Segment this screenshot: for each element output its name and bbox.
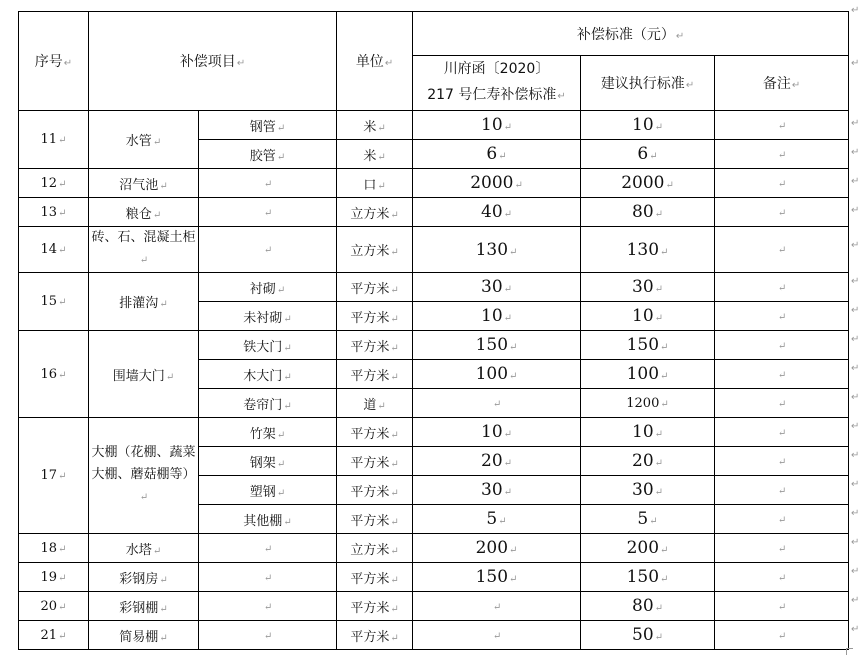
row-end-mark: ↵ (851, 147, 860, 158)
row-proposed: 150↵ (581, 563, 715, 592)
row-end-mark: ↵ (851, 363, 860, 374)
row-note: ↵ (715, 476, 849, 505)
row-proposed: 100↵ (581, 360, 715, 389)
row-proposed: 80↵ (581, 198, 715, 227)
row-end-mark: ↵ (851, 5, 860, 16)
header-row-1 (19, 12, 849, 56)
row-end-mark: ↵ (851, 566, 860, 577)
row-note: ↵ (715, 273, 849, 302)
row-unit: 平方米↵ (337, 418, 413, 447)
row-end-mark: ↵ (851, 595, 860, 606)
row-proposed: 10↵ (581, 302, 715, 331)
row-end-mark: ↵ (851, 276, 860, 287)
row-doc: 200↵ (413, 534, 581, 563)
row-unit: 平方米↵ (337, 505, 413, 534)
row-seq: 11↵ (19, 111, 89, 169)
row-note: ↵ (715, 140, 849, 169)
row-unit: 口↵ (337, 169, 413, 198)
row-sub: 未衬砌↵ (199, 302, 337, 331)
row-sub: 竹架↵ (199, 418, 337, 447)
row-note: ↵ (715, 169, 849, 198)
row-note: ↵ (715, 418, 849, 447)
row-sub: ↵ (199, 621, 337, 650)
row-doc: ↵ (413, 389, 581, 418)
row-seq: 14↵ (19, 227, 89, 273)
row-sub: 胶管↵ (199, 140, 337, 169)
row-note: ↵ (715, 592, 849, 621)
row-item: 排灌沟↵ (89, 273, 199, 331)
row-item: 简易棚↵ (89, 621, 199, 650)
row-unit: 米↵ (337, 111, 413, 140)
row-doc: 100↵ (413, 360, 581, 389)
row-unit: 道↵ (337, 389, 413, 418)
row-doc: 5↵ (413, 505, 581, 534)
row-sub: ↵ (199, 198, 337, 227)
header-doc-standard: 川府函〔2020〕 217 号仁寿补偿标准↵ (413, 56, 581, 111)
table-row (19, 198, 849, 227)
table-row (19, 227, 849, 273)
row-end-mark: ↵ (851, 421, 860, 432)
row-sub: ↵ (199, 563, 337, 592)
row-note: ↵ (715, 447, 849, 476)
row-seq: 13↵ (19, 198, 89, 227)
row-doc: 150↵ (413, 331, 581, 360)
row-doc: 150↵ (413, 563, 581, 592)
row-note: ↵ (715, 505, 849, 534)
row-proposed: 150↵ (581, 331, 715, 360)
compensation-table (18, 11, 849, 650)
row-doc: 130↵ (413, 227, 581, 273)
row-end-mark: ↵ (851, 240, 860, 251)
row-note: ↵ (715, 198, 849, 227)
table-row (19, 418, 849, 447)
row-doc: ↵ (413, 621, 581, 650)
row-doc: 10↵ (413, 111, 581, 140)
row-seq: 21↵ (19, 621, 89, 650)
row-seq: 17↵ (19, 418, 89, 534)
row-end-mark: ↵ (851, 205, 860, 216)
row-unit: 平方米↵ (337, 592, 413, 621)
row-note: ↵ (715, 302, 849, 331)
row-sub: ↵ (199, 169, 337, 198)
row-unit: 立方米↵ (337, 534, 413, 563)
row-proposed: 1200↵ (581, 389, 715, 418)
row-end-mark: ↵ (851, 450, 860, 461)
row-note: ↵ (715, 389, 849, 418)
table-row (19, 169, 849, 198)
row-proposed: 30↵ (581, 273, 715, 302)
row-seq: 20↵ (19, 592, 89, 621)
header-seq: 序号↵ (19, 12, 89, 111)
header-unit: 单位↵ (337, 12, 413, 111)
row-doc: 2000↵ (413, 169, 581, 198)
row-proposed: 6↵ (581, 140, 715, 169)
row-doc: 20↵ (413, 447, 581, 476)
row-proposed: 80↵ (581, 592, 715, 621)
row-seq: 15↵ (19, 273, 89, 331)
row-item: 沼气池↵ (89, 169, 199, 198)
row-unit: 平方米↵ (337, 360, 413, 389)
row-item: 砖、石、混凝土柜↵ (89, 227, 199, 273)
row-sub: 钢架↵ (199, 447, 337, 476)
row-end-mark: ↵ (851, 624, 860, 635)
row-unit: 平方米↵ (337, 302, 413, 331)
table-row (19, 331, 849, 360)
header-doc-line2: 217 号仁寿补偿标准 (427, 87, 557, 103)
row-proposed: 10↵ (581, 111, 715, 140)
row-proposed: 200↵ (581, 534, 715, 563)
row-note: ↵ (715, 331, 849, 360)
row-proposed: 30↵ (581, 476, 715, 505)
row-item: 水管↵ (89, 111, 199, 169)
row-end-mark: ↵ (851, 176, 860, 187)
row-sub: 铁大门↵ (199, 331, 337, 360)
row-doc: ↵ (413, 592, 581, 621)
row-end-mark: ↵ (851, 118, 860, 129)
header-standard: 补偿标准（元）↵ (413, 12, 849, 56)
page-corner-mark (846, 648, 853, 655)
row-sub: 其他棚↵ (199, 505, 337, 534)
row-proposed: 50↵ (581, 621, 715, 650)
row-doc: 30↵ (413, 476, 581, 505)
row-end-mark: ↵ (851, 537, 860, 548)
row-unit: 立方米↵ (337, 198, 413, 227)
row-unit: 平方米↵ (337, 447, 413, 476)
row-proposed: 20↵ (581, 447, 715, 476)
header-doc-line1: 川府函〔2020〕 (443, 61, 550, 77)
row-doc: 30↵ (413, 273, 581, 302)
row-unit: 平方米↵ (337, 563, 413, 592)
row-unit: 米↵ (337, 140, 413, 169)
row-unit: 平方米↵ (337, 273, 413, 302)
row-unit: 平方米↵ (337, 331, 413, 360)
row-sub: ↵ (199, 227, 337, 273)
row-item: 彩钢棚↵ (89, 592, 199, 621)
row-item: 围墙大门↵ (89, 331, 199, 418)
table-row (19, 621, 849, 650)
row-proposed: 5↵ (581, 505, 715, 534)
row-unit: 平方米↵ (337, 476, 413, 505)
row-sub: 衬砌↵ (199, 273, 337, 302)
row-doc: 10↵ (413, 302, 581, 331)
row-item: 彩钢房↵ (89, 563, 199, 592)
row-end-mark: ↵ (851, 305, 860, 316)
header-note: 备注↵ (715, 56, 849, 111)
row-end-mark: ↵ (851, 334, 860, 345)
row-doc: 6↵ (413, 140, 581, 169)
row-unit: 平方米↵ (337, 621, 413, 650)
row-sub: ↵ (199, 534, 337, 563)
table-row (19, 563, 849, 592)
row-end-mark: ↵ (851, 479, 860, 490)
table-row (19, 273, 849, 302)
row-sub: 钢管↵ (199, 111, 337, 140)
row-item: 水塔↵ (89, 534, 199, 563)
row-sub: 塑钢↵ (199, 476, 337, 505)
row-unit: 立方米↵ (337, 227, 413, 273)
row-end-mark: ↵ (851, 392, 860, 403)
row-sub: ↵ (199, 592, 337, 621)
row-doc: 10↵ (413, 418, 581, 447)
row-seq: 19↵ (19, 563, 89, 592)
row-seq: 12↵ (19, 169, 89, 198)
table-row (19, 111, 849, 140)
row-note: ↵ (715, 534, 849, 563)
row-item: 大棚（花棚、蔬菜大棚、蘑菇棚等）↵ (89, 418, 199, 534)
table-row (19, 534, 849, 563)
row-sub: 卷帘门↵ (199, 389, 337, 418)
row-note: ↵ (715, 621, 849, 650)
table-row (19, 592, 849, 621)
row-end-mark: ↵ (851, 508, 860, 519)
row-item: 粮仓↵ (89, 198, 199, 227)
row-proposed: 2000↵ (581, 169, 715, 198)
row-proposed: 130↵ (581, 227, 715, 273)
row-doc: 40↵ (413, 198, 581, 227)
row-note: ↵ (715, 360, 849, 389)
row-note: ↵ (715, 111, 849, 140)
row-end-mark: ↵ (851, 58, 860, 69)
row-proposed: 10↵ (581, 418, 715, 447)
row-seq: 16↵ (19, 331, 89, 418)
header-item: 补偿项目↵ (89, 12, 337, 111)
row-sub: 木大门↵ (199, 360, 337, 389)
row-note: ↵ (715, 563, 849, 592)
header-proposed: 建议执行标准↵ (581, 56, 715, 111)
row-seq: 18↵ (19, 534, 89, 563)
row-note: ↵ (715, 227, 849, 273)
